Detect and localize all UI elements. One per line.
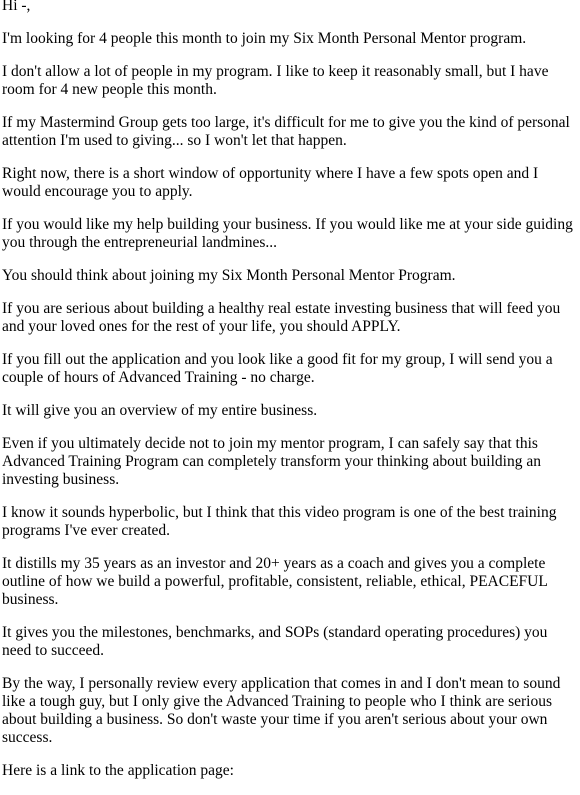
paragraph-11: I know it sounds hyperbolic, but I think that this video program is one of the best training programs I've ever created. — [2, 504, 557, 539]
paragraph-6: You should think about joining my Six Month Personal Mentor Program. — [2, 267, 456, 284]
paragraph-7: If you are serious about building a healthy real estate investing business that will feed you and your loved ones for the rest of your life, you should APPLY. — [2, 300, 561, 335]
greeting: Hi -, — [2, 0, 31, 14]
paragraph-3: If my Mastermind Group gets too large, it's difficult for me to give you the kind of personal attention I'm used to giving... so I won't let that happen. — [2, 114, 570, 149]
paragraph-8: If you fill out the application and you look like a good fit for my group, I will send you a couple of hours of Advanced Training - no charge. — [2, 351, 553, 386]
paragraph-10: Even if you ultimately decide not to join my mentor program, I can safely say that this Advanced Training Program can completely transform your thinking about building an investing business. — [2, 435, 541, 488]
paragraph-4: Right now, there is a short window of opportunity where I have a few spots open and I would encourage you to apply. — [2, 165, 539, 200]
paragraph-12: It distills my 35 years as an investor and 20+ years as a coach and gives you a complete outline of how we build a powerful, profitable, consistent, reliable, ethical, PEACEFUL business. — [2, 555, 548, 608]
paragraph-2: I don't allow a lot of people in my program. I like to keep it reasonably small, but I have room for 4 new people this month. — [2, 63, 549, 98]
paragraph-14: By the way, I personally review every application that comes in and I don't mean to sound like a tough guy, but I only give the Advanced Training to people who I think are serious about building a business. So don't waste your time if you aren't serious about your own success. — [2, 675, 561, 746]
paragraph-5: If you would like my help building your business. If you would like me at your side guiding you through the entrepreneurial landmines... — [2, 216, 573, 251]
paragraph-1: I'm looking for 4 people this month to join my Six Month Personal Mentor program. — [2, 30, 527, 47]
paragraph-9: It will give you an overview of my entire business. — [2, 402, 318, 419]
email-body — [2, 0, 578, 795]
link-intro: Here is a link to the application page: — [2, 762, 234, 779]
paragraph-13: It gives you the milestones, benchmarks, and SOPs (standard operating procedures) you need to succeed. — [2, 624, 548, 659]
